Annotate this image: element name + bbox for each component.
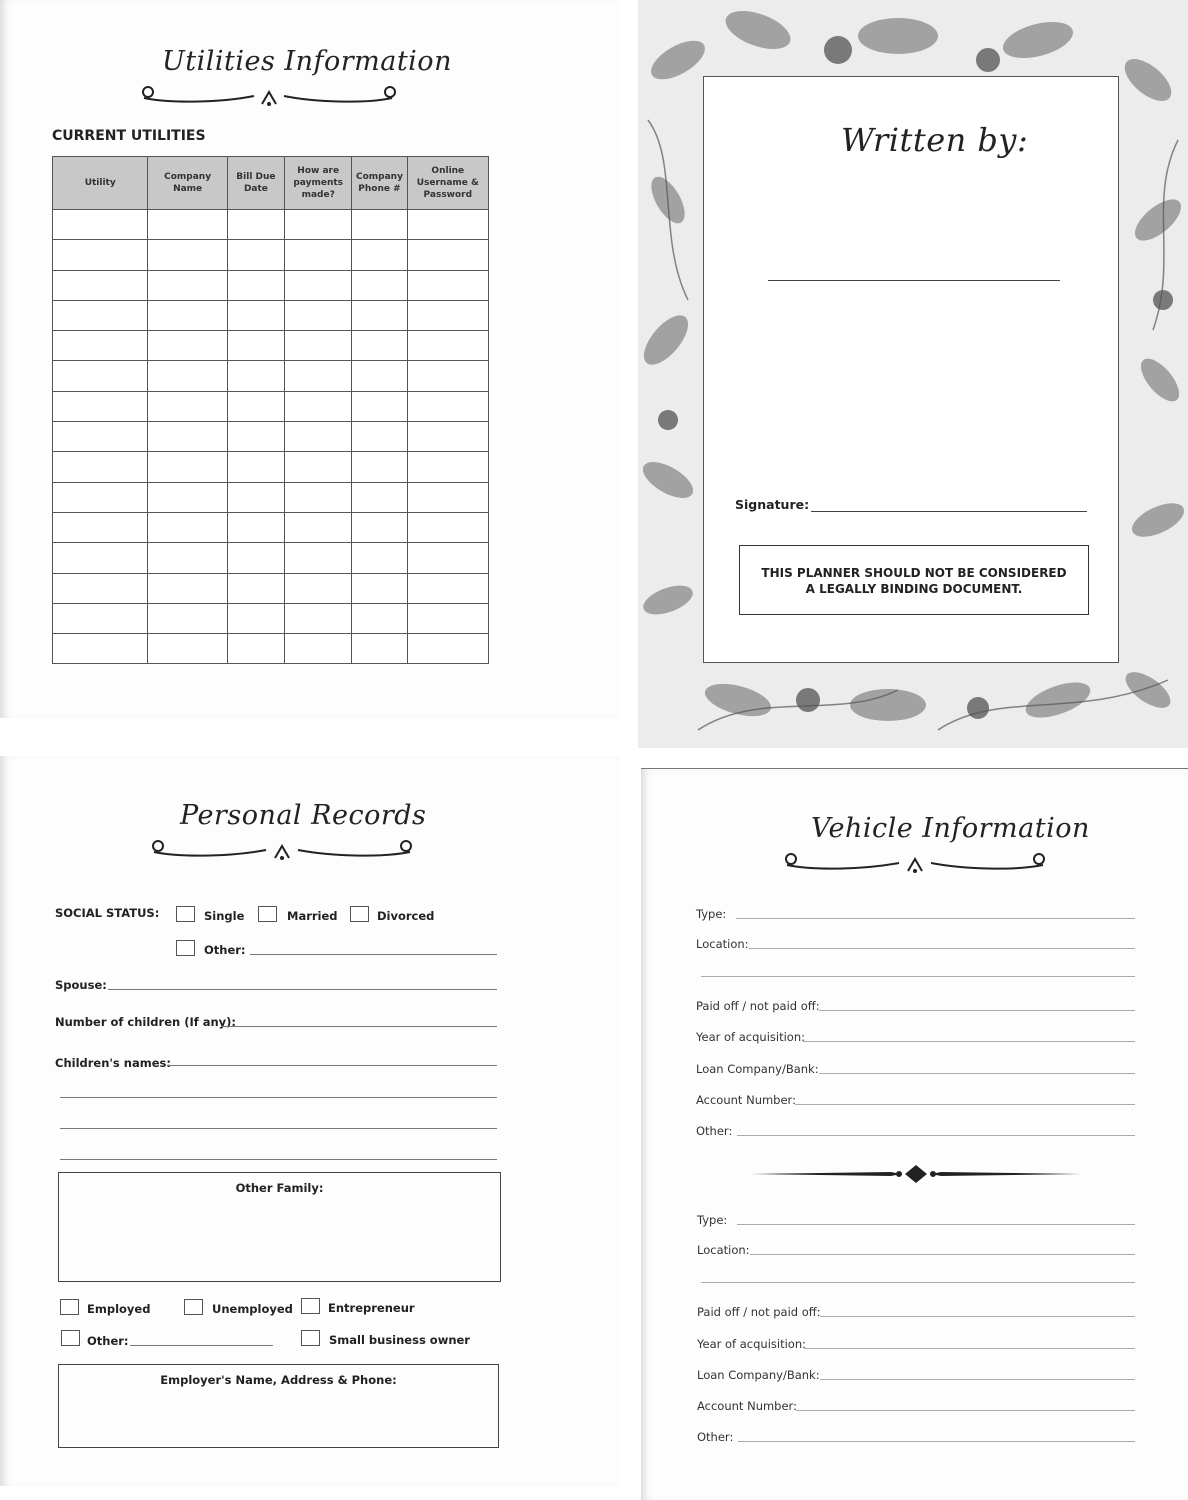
table-cell[interactable]	[285, 391, 352, 421]
table-row	[53, 512, 489, 542]
table-cell[interactable]	[285, 634, 352, 664]
table-row	[53, 300, 489, 330]
v2-paid-line[interactable]	[820, 1316, 1135, 1317]
single-label: Single	[204, 909, 245, 923]
col-company-phone: Company Phone #	[352, 157, 407, 210]
table-row	[53, 482, 489, 512]
v2-other-label: Other:	[697, 1430, 734, 1444]
table-cell[interactable]	[407, 270, 488, 300]
v2-account-line[interactable]	[796, 1410, 1135, 1411]
v1-paid-line[interactable]	[819, 1010, 1135, 1011]
table-cell[interactable]	[53, 270, 148, 300]
social-status-label: SOCIAL STATUS:	[55, 906, 160, 920]
table-cell[interactable]	[285, 240, 352, 270]
disclaimer-line-2: A LEGALLY BINDING DOCUMENT.	[805, 582, 1023, 596]
other-family-label: Other Family:	[235, 1181, 324, 1195]
table-cell[interactable]	[285, 512, 352, 542]
children-count-line[interactable]	[222, 1026, 497, 1027]
married-label: Married	[287, 909, 338, 923]
table-cell[interactable]	[352, 422, 407, 452]
personal-records-page	[0, 756, 620, 1486]
table-cell[interactable]	[352, 210, 407, 240]
emp-other-label: Other:	[87, 1334, 129, 1348]
table-cell[interactable]	[53, 452, 148, 482]
small-business-checkbox[interactable]	[301, 1330, 320, 1346]
table-row	[53, 270, 489, 300]
married-checkbox[interactable]	[258, 906, 277, 922]
table-cell[interactable]	[227, 361, 284, 391]
table-cell[interactable]	[407, 361, 488, 391]
table-cell[interactable]	[285, 331, 352, 361]
table-cell[interactable]	[148, 361, 227, 391]
table-cell[interactable]	[148, 210, 227, 240]
v1-year-label: Year of acquisition:	[696, 1030, 805, 1044]
employed-checkbox[interactable]	[60, 1299, 79, 1315]
table-row	[53, 391, 489, 421]
table-cell[interactable]	[148, 331, 227, 361]
table-cell[interactable]	[407, 573, 488, 603]
table-cell[interactable]	[53, 543, 148, 573]
table-cell[interactable]	[53, 482, 148, 512]
v1-location-label: Location:	[696, 937, 749, 951]
children-names-line-1[interactable]	[167, 1065, 497, 1066]
table-cell[interactable]	[352, 543, 407, 573]
table-cell[interactable]	[407, 452, 488, 482]
table-row	[53, 573, 489, 603]
col-payments: How are payments made?	[285, 157, 352, 210]
table-cell[interactable]	[148, 270, 227, 300]
v2-loan-line[interactable]	[820, 1379, 1135, 1380]
v1-location-line[interactable]	[749, 948, 1135, 949]
table-cell[interactable]	[227, 422, 284, 452]
signature-line[interactable]	[811, 511, 1087, 512]
divorced-checkbox[interactable]	[350, 906, 369, 922]
table-cell[interactable]	[407, 240, 488, 270]
col-utility: Utility	[53, 157, 148, 210]
table-cell[interactable]	[352, 482, 407, 512]
table-row	[53, 331, 489, 361]
spouse-line[interactable]	[108, 989, 497, 990]
table-cell[interactable]	[227, 270, 284, 300]
table-cell[interactable]	[352, 573, 407, 603]
table-cell[interactable]	[285, 573, 352, 603]
col-online-username: Online Username & Password	[407, 157, 488, 210]
v2-other-line[interactable]	[738, 1441, 1135, 1442]
vehicle-title: Vehicle Information	[811, 813, 1090, 844]
table-cell[interactable]	[352, 361, 407, 391]
v1-account-label: Account Number:	[696, 1093, 796, 1107]
utilities-page	[0, 0, 620, 718]
table-cell[interactable]	[285, 543, 352, 573]
table-cell[interactable]	[148, 422, 227, 452]
table-cell[interactable]	[53, 240, 148, 270]
table-cell[interactable]	[407, 634, 488, 664]
table-cell[interactable]	[227, 573, 284, 603]
table-cell[interactable]	[352, 331, 407, 361]
other-family-box[interactable]	[58, 1172, 501, 1282]
table-cell[interactable]	[148, 391, 227, 421]
table-cell[interactable]	[53, 512, 148, 542]
v1-type-line[interactable]	[736, 918, 1135, 919]
table-cell[interactable]	[148, 482, 227, 512]
col-company-name: Company Name	[148, 157, 227, 210]
written-by-card	[703, 76, 1119, 663]
table-row	[53, 210, 489, 240]
table-cell[interactable]	[148, 452, 227, 482]
employer-box[interactable]	[58, 1364, 499, 1448]
col-bill-due-date: Bill Due Date	[227, 157, 284, 210]
table-cell[interactable]	[407, 603, 488, 633]
table-cell[interactable]	[285, 482, 352, 512]
single-checkbox[interactable]	[176, 906, 195, 922]
v2-location-line[interactable]	[750, 1254, 1135, 1255]
table-row	[53, 361, 489, 391]
table-cell[interactable]	[148, 573, 227, 603]
table-cell[interactable]	[53, 634, 148, 664]
other-status-label: Other:	[204, 943, 246, 957]
v1-paid-label: Paid off / not paid off:	[696, 999, 820, 1013]
disclaimer-line-1: THIS PLANNER SHOULD NOT BE CONSIDERED	[761, 566, 1067, 580]
emp-other-checkbox[interactable]	[61, 1330, 80, 1346]
v1-loan-label: Loan Company/Bank:	[696, 1062, 819, 1076]
v2-year-line[interactable]	[804, 1348, 1135, 1349]
small-business-label: Small business owner	[329, 1333, 470, 1347]
table-cell[interactable]	[285, 422, 352, 452]
v2-type-label: Type:	[697, 1213, 728, 1227]
flourish-ornament	[134, 80, 404, 112]
table-cell[interactable]	[352, 300, 407, 330]
table-header-row	[53, 157, 489, 210]
personal-records-title: Personal Records	[180, 800, 427, 831]
table-cell[interactable]	[53, 573, 148, 603]
table-cell[interactable]	[352, 391, 407, 421]
table-cell[interactable]	[53, 300, 148, 330]
entrepreneur-label: Entrepreneur	[328, 1301, 415, 1315]
table-cell[interactable]	[148, 512, 227, 542]
table-cell[interactable]	[407, 422, 488, 452]
v2-type-line[interactable]	[737, 1224, 1135, 1225]
table-row	[53, 240, 489, 270]
table-cell[interactable]	[285, 603, 352, 633]
utilities-table	[52, 156, 489, 664]
table-cell[interactable]	[227, 512, 284, 542]
table-cell[interactable]	[53, 210, 148, 240]
v1-other-label: Other:	[696, 1124, 733, 1138]
entrepreneur-checkbox[interactable]	[301, 1298, 320, 1314]
signature-label: Signature:	[735, 497, 810, 512]
disclaimer-box	[739, 545, 1089, 615]
table-cell[interactable]	[148, 300, 227, 330]
table-cell[interactable]	[148, 543, 227, 573]
table-cell[interactable]	[285, 270, 352, 300]
utilities-title: Utilities Information	[162, 46, 452, 77]
table-cell[interactable]	[407, 300, 488, 330]
children-names-label: Children's names:	[55, 1056, 171, 1070]
table-cell[interactable]	[227, 300, 284, 330]
current-utilities-heading: CURRENT UTILITIES	[52, 128, 206, 144]
table-cell[interactable]	[53, 361, 148, 391]
table-cell[interactable]	[407, 391, 488, 421]
employed-label: Employed	[87, 1302, 151, 1316]
divider-ornament	[751, 1163, 1081, 1185]
table-cell[interactable]	[227, 331, 284, 361]
table-cell[interactable]	[227, 391, 284, 421]
table-cell[interactable]	[285, 300, 352, 330]
table-cell[interactable]	[407, 210, 488, 240]
table-cell[interactable]	[352, 512, 407, 542]
table-cell[interactable]	[285, 452, 352, 482]
table-cell[interactable]	[227, 543, 284, 573]
table-cell[interactable]	[148, 240, 227, 270]
table-row	[53, 634, 489, 664]
v2-year-label: Year of acquisition:	[697, 1337, 806, 1351]
table-row	[53, 543, 489, 573]
table-cell[interactable]	[285, 361, 352, 391]
v1-other-line[interactable]	[737, 1135, 1135, 1136]
v2-location-label: Location:	[697, 1243, 750, 1257]
unemployed-checkbox[interactable]	[184, 1299, 203, 1315]
emp-other-line[interactable]	[130, 1345, 273, 1346]
table-cell[interactable]	[227, 603, 284, 633]
table-cell[interactable]	[227, 482, 284, 512]
v1-loan-line[interactable]	[819, 1073, 1135, 1074]
table-cell[interactable]	[53, 391, 148, 421]
table-cell[interactable]	[352, 634, 407, 664]
spouse-label: Spouse:	[55, 978, 107, 992]
vehicle-page	[641, 768, 1188, 1500]
table-cell[interactable]	[352, 240, 407, 270]
flourish-ornament	[144, 834, 420, 866]
children-names-line-3[interactable]	[60, 1128, 497, 1129]
written-by-title: Written by:	[841, 121, 1029, 159]
children-names-line-2[interactable]	[60, 1097, 497, 1098]
table-cell[interactable]	[285, 210, 352, 240]
v1-location-line-2[interactable]	[701, 976, 1135, 977]
table-cell[interactable]	[227, 240, 284, 270]
v1-type-label: Type:	[696, 907, 727, 921]
table-cell[interactable]	[407, 543, 488, 573]
table-cell[interactable]	[53, 422, 148, 452]
table-cell[interactable]	[227, 452, 284, 482]
v2-account-label: Account Number:	[697, 1399, 797, 1413]
table-cell[interactable]	[227, 210, 284, 240]
employer-label: Employer's Name, Address & Phone:	[160, 1373, 397, 1387]
table-row	[53, 452, 489, 482]
table-cell[interactable]	[352, 452, 407, 482]
unemployed-label: Unemployed	[212, 1302, 293, 1316]
children-count-label: Number of children (If any):	[55, 1015, 237, 1029]
divorced-label: Divorced	[377, 909, 435, 923]
v1-account-line[interactable]	[795, 1104, 1135, 1105]
table-row	[53, 422, 489, 452]
table-cell[interactable]	[407, 512, 488, 542]
table-cell[interactable]	[148, 603, 227, 633]
v2-location-line-2[interactable]	[701, 1282, 1135, 1283]
v1-year-line[interactable]	[803, 1041, 1135, 1042]
flourish-ornament	[777, 847, 1053, 879]
table-cell[interactable]	[53, 331, 148, 361]
author-line[interactable]	[768, 280, 1060, 281]
table-cell[interactable]	[53, 603, 148, 633]
table-row	[53, 603, 489, 633]
other-status-checkbox[interactable]	[176, 940, 195, 956]
v2-loan-label: Loan Company/Bank:	[697, 1368, 820, 1382]
table-cell[interactable]	[227, 634, 284, 664]
other-status-line[interactable]	[250, 954, 497, 955]
table-cell[interactable]	[407, 331, 488, 361]
table-cell[interactable]	[352, 603, 407, 633]
v2-paid-label: Paid off / not paid off:	[697, 1305, 821, 1319]
table-cell[interactable]	[148, 634, 227, 664]
table-cell[interactable]	[352, 270, 407, 300]
table-cell[interactable]	[407, 482, 488, 512]
children-names-line-4[interactable]	[60, 1159, 497, 1160]
